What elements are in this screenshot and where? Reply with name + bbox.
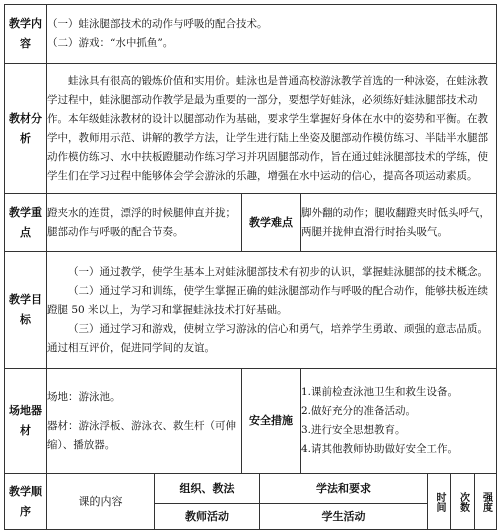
safety-item: 3.进行安全思想教育。 <box>301 424 406 436</box>
safety-item: 4.请其他教师协助做好安全工作。 <box>301 443 459 455</box>
goal-item: （二）通过学习和训练，使学生掌握正确的蛙泳腿部动作与呼吸的配合动作，能够扶板连续蹬腿 50 米以上，为学习和掌握蛙泳技术打好基础。 <box>47 284 488 316</box>
safety-item: 2.做好充分的准备活动。 <box>301 405 417 417</box>
student-header: 学生活动 <box>260 504 428 530</box>
venue-place: 场地：游泳池。 <box>47 390 121 403</box>
focus-text: 蹬夹水的连贯，漂浮的时候腿伸直并拢；腿部动作与呼吸的配合节奏。 <box>47 194 242 252</box>
safety-cell <box>301 369 497 474</box>
difficulty-text: 脚外翻的动作；腿收翻蹬夹时低头呼气，两腿并拢伸直滑行时抬头吸气。 <box>301 194 497 252</box>
content-cell <box>47 5 497 64</box>
count-header: 次数 <box>451 474 475 530</box>
method-header: 学法和要求 <box>260 474 428 504</box>
lesson-plan-table <box>4 4 497 530</box>
safety-item: 1.课前检查泳池卫生和救生设备。 <box>301 386 459 398</box>
goal-item: （三）通过学习和游戏，使树立学习游泳的信心和勇气，培养学生勇敢、顽强的意志品质。通过相互评价，促进同学间的友谊。 <box>47 322 488 354</box>
goals-label: 教学目标 <box>5 252 47 369</box>
analysis-label: 教材分析 <box>5 64 47 194</box>
focus-label: 教学重点 <box>5 194 47 252</box>
order-label: 教学顺序 <box>5 474 47 530</box>
content-item: （二）游戏：“水中抓鱼”。 <box>47 37 174 49</box>
analysis-text: 蛙泳具有很高的锻炼价值和实用价。蛙泳也是普通高校游泳教学首选的一种泳姿，在蛙泳教学过程中，蛙泳腿部动作教学是最为重要的一部分，要想学好蛙泳，必须练好蛙泳腿部技术动作。本年级蛙泳教材的设计以腿部动作为基础，要求学生掌握好身体在水中的姿势和平衡。在教学中，教师用示范、讲解的教学方法，让学生进行陆上坐姿及腿部动作模仿练习、半陆半水腿部动作模仿练习、水中扶板蹬腿动作练习学习并巩固腿部动作，旨在通过蛙泳腿部技术的学练，使学生们在学习过程中能够体会学会游泳的乐趣，增强在水中运动的信心，提高各项运动素质。 <box>47 64 497 194</box>
time-header: 时间 <box>428 474 451 530</box>
course-content-header: 课的内容 <box>47 474 155 530</box>
org-header: 组织、教法 <box>155 474 260 504</box>
safety-label: 安全措施 <box>242 369 301 474</box>
venue-cell <box>47 369 242 474</box>
venue-label: 场地器材 <box>5 369 47 474</box>
teacher-header: 教师活动 <box>155 504 260 530</box>
goal-item: （一）通过教学，使学生基本上对蛙泳腿部技术有初步的认识，掌握蛙泳腿部的技术概念。 <box>68 265 488 278</box>
difficulty-label: 教学难点 <box>242 194 301 252</box>
goals-cell <box>47 252 497 369</box>
content-label: 教学内容 <box>5 5 47 64</box>
venue-equipment: 器材：游泳浮板、游泳衣、救生杆（可伸缩）、播放器。 <box>47 419 236 451</box>
intensity-header: 强度 <box>475 474 497 530</box>
content-item: （一）蛙泳腿部技术的动作与呼吸的配合技术。 <box>47 18 268 30</box>
